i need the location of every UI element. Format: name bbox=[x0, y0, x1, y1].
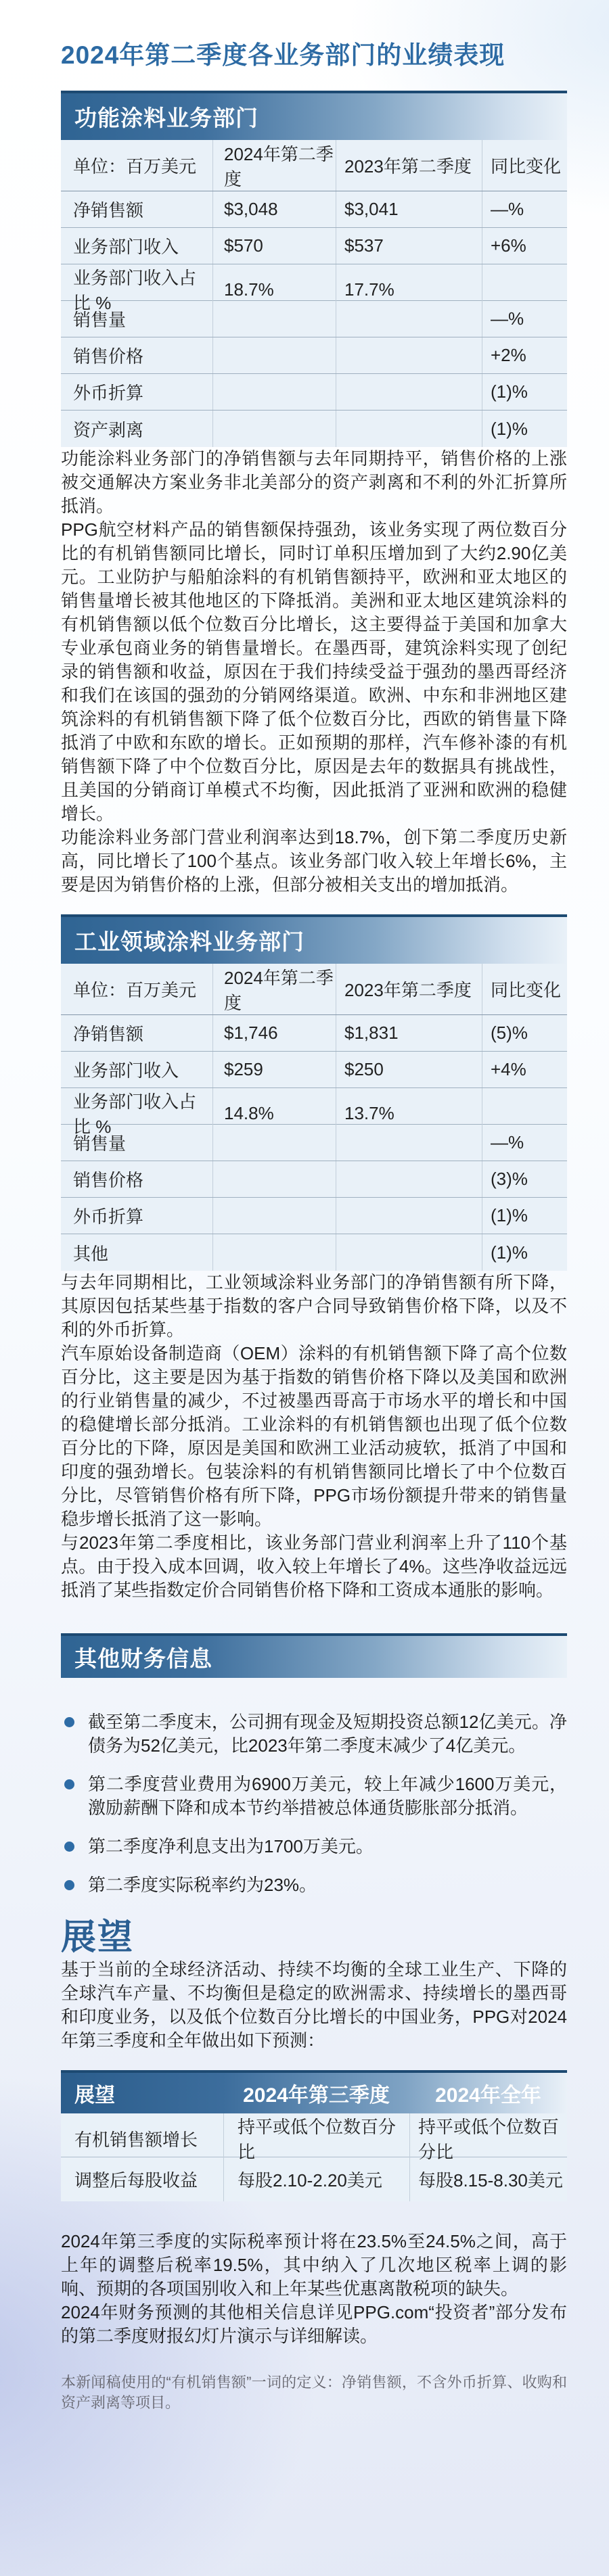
list-item-text: 截至第二季度末，公司拥有现金及短期投资总额12亿美元。净债务为52亿美元，比2023年第二季度末减少了4亿美元。 bbox=[88, 1712, 567, 1756]
table-cell: —% bbox=[482, 191, 567, 227]
table-cell: +4% bbox=[482, 1052, 567, 1087]
table-cell: 持平或低个位数百分比 bbox=[409, 2113, 567, 2163]
table-cell bbox=[212, 1198, 336, 1234]
table-row bbox=[61, 301, 567, 337]
table-cell: 资产剥离 bbox=[73, 419, 144, 440]
table-cell: 销售量 bbox=[73, 310, 127, 330]
list-item bbox=[61, 1873, 567, 1897]
table-cell: —% bbox=[482, 1125, 567, 1161]
paragraph: 2024年第三季度的实际税率预计将在23.5%至24.5%之间，高于上年的调整后税率19.5%，其中纳入了几次地区税率上调的影响、预期的各项国别收入和上年某些优惠离散税项的缺失。 bbox=[61, 2231, 567, 2299]
footnote: 本新闻稿使用的“有机销售额”一词的定义：净销售额，不含外币折算、收购和资产剥离等项目。 bbox=[61, 2374, 567, 2411]
paragraph: 基于当前的全球经济活动、持续不均衡的全球工业生产、下降的全球汽车产量、不均衡但是稳定的欧洲需求、持续增长的墨西哥和印度业务，以及低个位数百分比增长的中国业务，PPG对2024年第三季度和全年做出如下预测： bbox=[61, 1959, 567, 2051]
table-cell bbox=[336, 411, 482, 447]
table-row bbox=[61, 411, 567, 447]
other-financial-banner-title: 其他财务信息 bbox=[74, 1645, 212, 1671]
table-cell: $1,746 bbox=[212, 1015, 336, 1051]
table-cell bbox=[336, 1125, 482, 1161]
table-cell bbox=[336, 301, 482, 337]
table-cell bbox=[212, 1161, 336, 1197]
performance-coatings-banner-title: 功能涂料业务部门 bbox=[74, 106, 258, 131]
table-cell: 14.8% bbox=[212, 1088, 336, 1138]
table-cell: +6% bbox=[482, 228, 567, 264]
table-cell bbox=[212, 337, 336, 373]
table-cell: 销售量 bbox=[73, 1133, 127, 1154]
outlook-table-section bbox=[61, 2070, 567, 2201]
table-cell: (1)% bbox=[482, 1234, 567, 1271]
table-cell: (3)% bbox=[482, 1161, 567, 1197]
outlook-table-banner bbox=[61, 2070, 567, 2113]
table-cell: $537 bbox=[336, 228, 482, 264]
table-cell bbox=[336, 374, 482, 410]
paragraph: 2024年财务预测的其他相关信息详见PPG.com“投资者”部分发布的第二季度财报幻灯片演示与详细解读。 bbox=[61, 2302, 567, 2346]
bullet-icon bbox=[64, 1717, 74, 1727]
column-header: 2023年第二季度 bbox=[336, 140, 482, 191]
column-header: 展望 bbox=[74, 2084, 115, 2107]
outlook-heading: 展望 bbox=[61, 1918, 135, 1957]
table-cell: (1)% bbox=[482, 411, 567, 447]
table-cell: 18.7% bbox=[212, 264, 336, 314]
column-header: 同比变化 bbox=[482, 964, 567, 1014]
paragraph: PPG航空材料产品的销售额保持强劲，该业务实现了两位数百分比的有机销售额同比增长，同时订单积压增加到了大约2.90亿美元。工业防护与船舶涂料的有机销售额持平，欧洲和亚太地区的销售量增长被其他地区的下降抵消。美洲和亚太地区建筑涂料的有机销售额以低个位数百分比增长，这主要得益于美国和加拿大专业承包商业务的销售量增长。在墨西哥，建筑涂料实现了创纪录的销售额和收益，原因在于我们持续受益于强劲的墨西哥经济和我们在该国的强劲的分销网络渠道。欧洲、中东和非洲地区建筑涂料的有机销售额下降了低个位数百分比，西欧的销售量下降抵消了中欧和东欧的增长。正如预期的那样，汽车修补漆的有机销售额下降了中个位数百分比，原因是去年的数据具有挑战性，且美国的分销商订单模式不均衡，因此抵消了亚洲和欧洲的稳健增长。 bbox=[61, 519, 567, 824]
table-cell bbox=[336, 1161, 482, 1197]
table-row bbox=[61, 2157, 567, 2201]
list-item-text: 第二季度营业费用为6900万美元，较上年减少1600万美元，激励薪酬下降和成本节约举措被总体通货膨胀部分抵消。 bbox=[88, 1774, 567, 1818]
table-cell: (1)% bbox=[482, 1198, 567, 1234]
paragraph: 汽车原始设备制造商（OEM）涂料的有机销售额下降了高个位数百分比，这主要是因为基于指数的销售价格下降以及美国和欧洲的行业销售量的减少，不过被墨西哥高于市场水平的增长和中国的稳健增长部分抵消。工业涂料的有机销售额也出现了低个位数百分比的下降，原因是美国和欧洲工业活动疲软，抵消了中国和印度的强劲增长。包装涂料的有机销售额同比增长了中个位数百分比，尽管销售价格有所下降，PPG市场份额提升带来的销售量稳步增长抵消了这一影响。 bbox=[61, 1343, 567, 1529]
table-cell: (1)% bbox=[482, 374, 567, 410]
table-cell: +2% bbox=[482, 337, 567, 373]
industrial-coatings-banner bbox=[61, 914, 567, 964]
paragraph: 功能涂料业务部门的净销售额与去年同期持平，销售价格的上涨被交通解决方案业务非北美部分的资产剥离和不利的外汇折算所抵消。 bbox=[61, 448, 567, 516]
table-cell bbox=[336, 337, 482, 373]
table-cell: 销售价格 bbox=[73, 346, 144, 367]
table-row bbox=[61, 1161, 567, 1198]
table-cell: $1,831 bbox=[336, 1015, 482, 1051]
table-row bbox=[61, 1234, 567, 1271]
industrial-coatings-table bbox=[61, 964, 567, 1271]
list-item bbox=[61, 1710, 567, 1758]
other-financial-banner bbox=[61, 1633, 567, 1678]
table-cell: 净销售额 bbox=[73, 1024, 144, 1044]
table-header-row bbox=[61, 964, 567, 1015]
table-row bbox=[61, 191, 567, 228]
performance-coatings-table bbox=[61, 140, 567, 447]
table-row bbox=[61, 264, 567, 313]
table-cell: 持平或低个位数百分比 bbox=[223, 2113, 409, 2163]
table-row bbox=[61, 1088, 567, 1137]
table-cell: 销售价格 bbox=[73, 1170, 144, 1190]
performance-coatings-banner bbox=[61, 91, 567, 140]
performance-coatings-section bbox=[61, 91, 567, 447]
table-cell: 17.7% bbox=[336, 264, 482, 314]
table-cell bbox=[212, 301, 336, 337]
table-cell bbox=[212, 1234, 336, 1271]
bullet-icon bbox=[64, 1842, 74, 1852]
table-cell: $3,048 bbox=[212, 191, 336, 227]
table-cell: (5)% bbox=[482, 1015, 567, 1051]
table-cell bbox=[212, 374, 336, 410]
table-cell: 13.7% bbox=[336, 1088, 482, 1138]
table-header-row bbox=[61, 140, 567, 191]
outlook-table bbox=[61, 2113, 567, 2201]
column-header: 2023年第二季度 bbox=[336, 964, 482, 1014]
list-item bbox=[61, 1835, 567, 1858]
list-item-text: 第二季度净利息支出为1700万美元。 bbox=[88, 1836, 374, 1856]
table-cell: —% bbox=[482, 301, 567, 337]
column-header: 单位：百万美元 bbox=[73, 980, 197, 1000]
table-row bbox=[61, 337, 567, 374]
paragraph: 与2023年第二季度相比，该业务部门营业利润率上升了110个基点。由于投入成本回调，收入较上年增长了4%。这些净收益远远抵消了某些指数定价合同销售价格下降和工资成本通胀的影响。 bbox=[61, 1532, 567, 1600]
table-cell: 外币折算 bbox=[73, 383, 144, 403]
table-row bbox=[61, 1052, 567, 1088]
other-financial-section bbox=[61, 1633, 567, 1897]
list-item bbox=[61, 1773, 567, 1820]
industrial-coatings-section bbox=[61, 914, 567, 1271]
table-row bbox=[61, 228, 567, 264]
bullet-icon bbox=[64, 1779, 74, 1789]
table-cell: 每股8.15-8.30美元 bbox=[409, 2157, 567, 2201]
table-cell: $3,041 bbox=[336, 191, 482, 227]
table-cell: $250 bbox=[336, 1052, 482, 1087]
paragraph: 功能涂料业务部门营业利润率达到18.7%，创下第二季度历史新高，同比增长了100个基点。该业务部门收入较上年增长6%，主要是因为销售价格的上涨，但部分被相关支出的增加抵消。 bbox=[61, 827, 567, 895]
table-cell: 业务部门收入 bbox=[73, 237, 179, 257]
table-row bbox=[61, 374, 567, 411]
table-cell bbox=[212, 411, 336, 447]
other-financial-list bbox=[61, 1710, 567, 1897]
table-cell: 每股2.10-2.20美元 bbox=[223, 2157, 409, 2201]
table-cell: $570 bbox=[212, 228, 336, 264]
column-header: 2024年全年 bbox=[435, 2084, 541, 2107]
table-cell: 外币折算 bbox=[73, 1207, 144, 1227]
table-cell bbox=[212, 1125, 336, 1161]
column-header: 单位：百万美元 bbox=[73, 156, 197, 177]
table-cell: 有机销售额增长 bbox=[74, 2129, 198, 2150]
table-cell: 净销售额 bbox=[73, 200, 144, 220]
table-cell bbox=[336, 1198, 482, 1234]
table-cell: 业务部门收入占比 % bbox=[73, 1092, 197, 1137]
list-item-text: 第二季度实际税率约为23%。 bbox=[88, 1875, 317, 1895]
table-cell bbox=[336, 1234, 482, 1271]
column-header: 2024年第二季度 bbox=[212, 140, 336, 191]
table-cell: 其他 bbox=[73, 1243, 109, 1264]
table-row bbox=[61, 2113, 567, 2162]
column-header: 2024年第三季度 bbox=[243, 2084, 390, 2107]
page-title: 2024年第二季度各业务部门的业绩表现 bbox=[61, 41, 505, 69]
column-header: 同比变化 bbox=[482, 140, 567, 191]
table-cell: 调整后每股收益 bbox=[74, 2170, 198, 2191]
column-header: 2024年第二季度 bbox=[212, 964, 336, 1014]
bullet-icon bbox=[64, 1880, 74, 1890]
table-row bbox=[61, 1198, 567, 1234]
paragraph: 与去年同期相比，工业领域涂料业务部门的净销售额有所下降，其原因包括某些基于指数的客户合同导致销售价格下降，以及不利的外币折算。 bbox=[61, 1272, 567, 1340]
table-cell: $259 bbox=[212, 1052, 336, 1087]
industrial-coatings-banner-title: 工业领域涂料业务部门 bbox=[74, 929, 304, 954]
table-cell: 业务部门收入 bbox=[73, 1060, 179, 1081]
table-cell: 业务部门收入占比 % bbox=[73, 268, 197, 313]
table-row bbox=[61, 1125, 567, 1161]
table-row bbox=[61, 1015, 567, 1052]
